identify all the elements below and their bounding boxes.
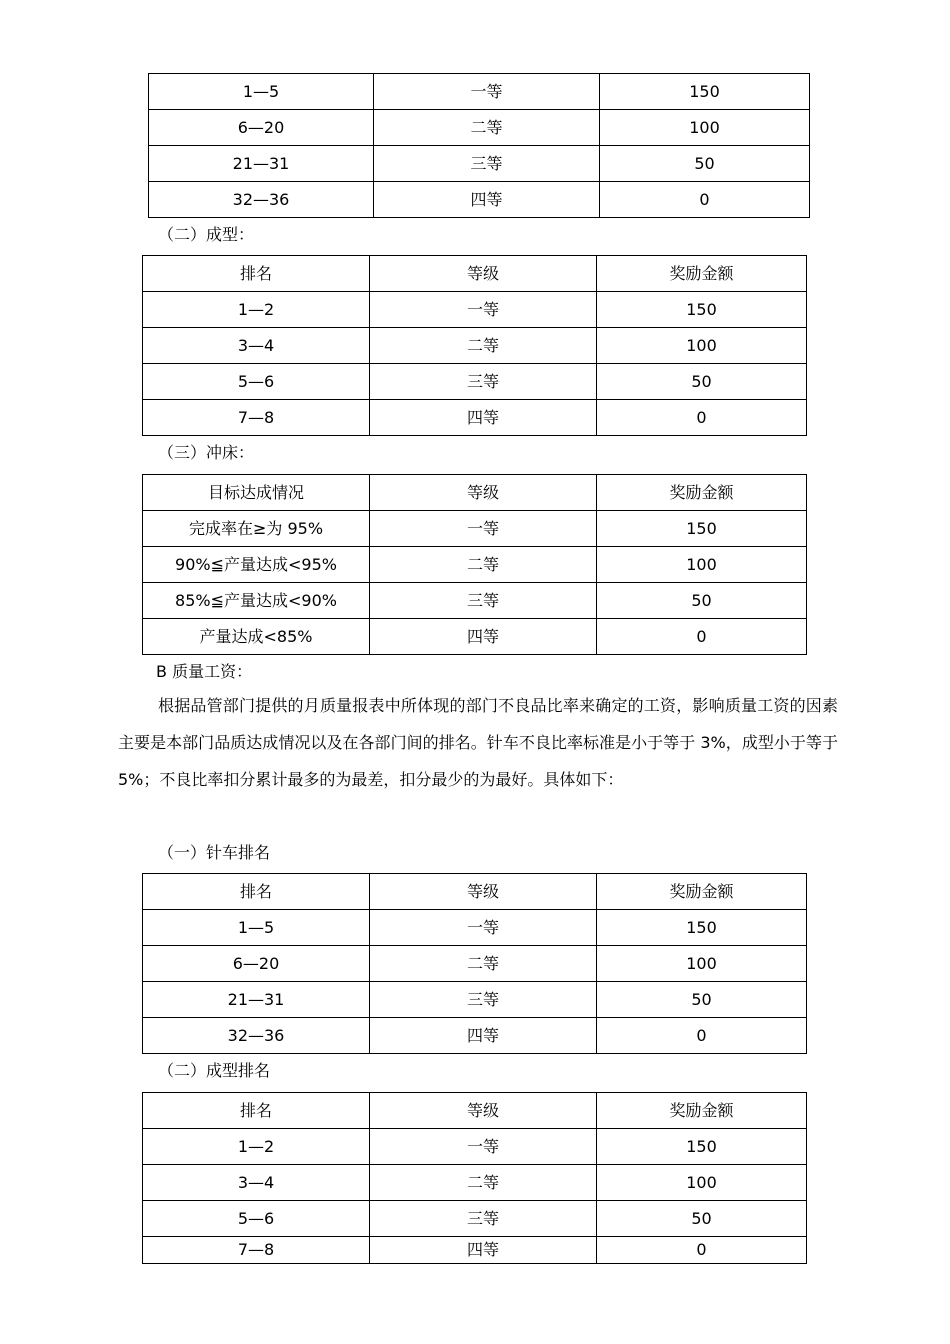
amount-cell: 150 (597, 292, 807, 328)
table-row (149, 146, 810, 182)
table-row (143, 292, 807, 328)
amount-cell: 0 (600, 182, 810, 218)
table-row (143, 1237, 807, 1264)
header-amount: 奖励金额 (597, 874, 807, 910)
header-target: 目标达成情况 (143, 475, 370, 511)
amount-cell: 100 (597, 328, 807, 364)
table-header-row (143, 475, 807, 511)
amount-cell: 100 (597, 946, 807, 982)
rank-cell: 1—2 (143, 292, 370, 328)
amount-cell: 0 (597, 400, 807, 436)
header-grade: 等级 (370, 1093, 597, 1129)
amount-cell: 50 (597, 364, 807, 400)
table-row (143, 1129, 807, 1165)
amount-cell: 0 (597, 619, 807, 655)
rank-cell: 21—31 (143, 982, 370, 1018)
rank-cell: 3—4 (143, 328, 370, 364)
rank-cell: 1—5 (143, 910, 370, 946)
grade-cell: 一等 (370, 511, 597, 547)
rank-cell: 32—36 (149, 182, 374, 218)
header-rank: 排名 (143, 874, 370, 910)
amount-cell: 150 (600, 74, 810, 110)
grade-cell: 四等 (374, 182, 600, 218)
grade-cell: 四等 (370, 400, 597, 436)
amount-cell: 100 (600, 110, 810, 146)
amount-cell: 50 (600, 146, 810, 182)
rank-cell: 3—4 (143, 1165, 370, 1201)
section-heading-zhenche-rank: （一）针车排名 (158, 843, 271, 862)
target-cell: 90%≦产量达成<95% (143, 547, 370, 583)
table-row (143, 547, 807, 583)
table-row (143, 1201, 807, 1237)
rank-cell: 5—6 (143, 1201, 370, 1237)
target-cell: 完成率在≥为 95% (143, 511, 370, 547)
header-rank: 排名 (143, 256, 370, 292)
table-row (149, 182, 810, 218)
grade-cell: 一等 (370, 910, 597, 946)
table-row (149, 110, 810, 146)
header-grade: 等级 (370, 256, 597, 292)
grade-cell: 二等 (370, 946, 597, 982)
header-amount: 奖励金额 (597, 256, 807, 292)
table-row (143, 583, 807, 619)
amount-cell: 100 (597, 1165, 807, 1201)
amount-cell: 50 (597, 1201, 807, 1237)
rank-cell: 21—31 (149, 146, 374, 182)
grade-cell: 二等 (370, 1165, 597, 1201)
amount-cell: 0 (597, 1237, 807, 1264)
rank-cell: 32—36 (143, 1018, 370, 1054)
section-heading-quality-wage: B 质量工资： (156, 662, 253, 681)
table-row (143, 946, 807, 982)
amount-cell: 150 (597, 511, 807, 547)
grade-cell: 三等 (370, 1201, 597, 1237)
header-rank: 排名 (143, 1093, 370, 1129)
rank-cell: 6—20 (149, 110, 374, 146)
chengxing-output-table (142, 255, 807, 436)
header-grade: 等级 (370, 475, 597, 511)
rank-cell: 1—2 (143, 1129, 370, 1165)
table-row (143, 511, 807, 547)
table-header-row (143, 1093, 807, 1129)
table-header-row (143, 256, 807, 292)
target-cell: 产量达成<85% (143, 619, 370, 655)
rank-cell: 6—20 (143, 946, 370, 982)
table-row (143, 982, 807, 1018)
table-row (143, 910, 807, 946)
chengxing-quality-table (142, 1092, 807, 1264)
target-cell: 85%≦产量达成<90% (143, 583, 370, 619)
rank-cell: 1—5 (149, 74, 374, 110)
section-heading-chengxing-rank: （二）成型排名 (158, 1061, 271, 1080)
grade-cell: 四等 (370, 1018, 597, 1054)
grade-cell: 三等 (370, 364, 597, 400)
header-amount: 奖励金额 (597, 475, 807, 511)
table-header-row (143, 874, 807, 910)
zhenche-quality-table (142, 873, 807, 1054)
grade-cell: 二等 (370, 547, 597, 583)
grade-cell: 一等 (370, 1129, 597, 1165)
grade-cell: 一等 (374, 74, 600, 110)
chongchuang-target-table (142, 474, 807, 655)
amount-cell: 150 (597, 1129, 807, 1165)
table-row (143, 1018, 807, 1054)
grade-cell: 四等 (370, 1237, 597, 1264)
amount-cell: 150 (597, 910, 807, 946)
rank-cell: 5—6 (143, 364, 370, 400)
table-row (149, 74, 810, 110)
grade-cell: 三等 (374, 146, 600, 182)
amount-cell: 100 (597, 547, 807, 583)
grade-cell: 三等 (370, 583, 597, 619)
amount-cell: 50 (597, 982, 807, 1018)
header-grade: 等级 (370, 874, 597, 910)
amount-cell: 0 (597, 1018, 807, 1054)
amount-cell: 50 (597, 583, 807, 619)
grade-cell: 一等 (370, 292, 597, 328)
grade-cell: 四等 (370, 619, 597, 655)
table-row (143, 619, 807, 655)
header-amount: 奖励金额 (597, 1093, 807, 1129)
quality-wage-paragraph: 根据品管部门提供的月质量报表中所体现的部门不良品比率来确定的工资，影响质量工资的因素主要是本部门品质达成情况以及在各部门间的排名。针车不良比率标准是小于等于 3%，成型小于等于 5%；不良比率扣分累计最多的为最差，扣分最少的为最好。具体如下： (118, 696, 838, 789)
section-heading-chengxing: （二）成型： (158, 225, 255, 244)
grade-cell: 二等 (374, 110, 600, 146)
grade-cell: 二等 (370, 328, 597, 364)
table-row (143, 1165, 807, 1201)
rank-cell: 7—8 (143, 1237, 370, 1264)
table-row (143, 328, 807, 364)
grade-cell: 三等 (370, 982, 597, 1018)
rank-cell: 7—8 (143, 400, 370, 436)
section-heading-chongchuang: （三）冲床： (158, 443, 255, 462)
table-row (143, 400, 807, 436)
table-row (143, 364, 807, 400)
zhenche-output-table (148, 73, 810, 218)
